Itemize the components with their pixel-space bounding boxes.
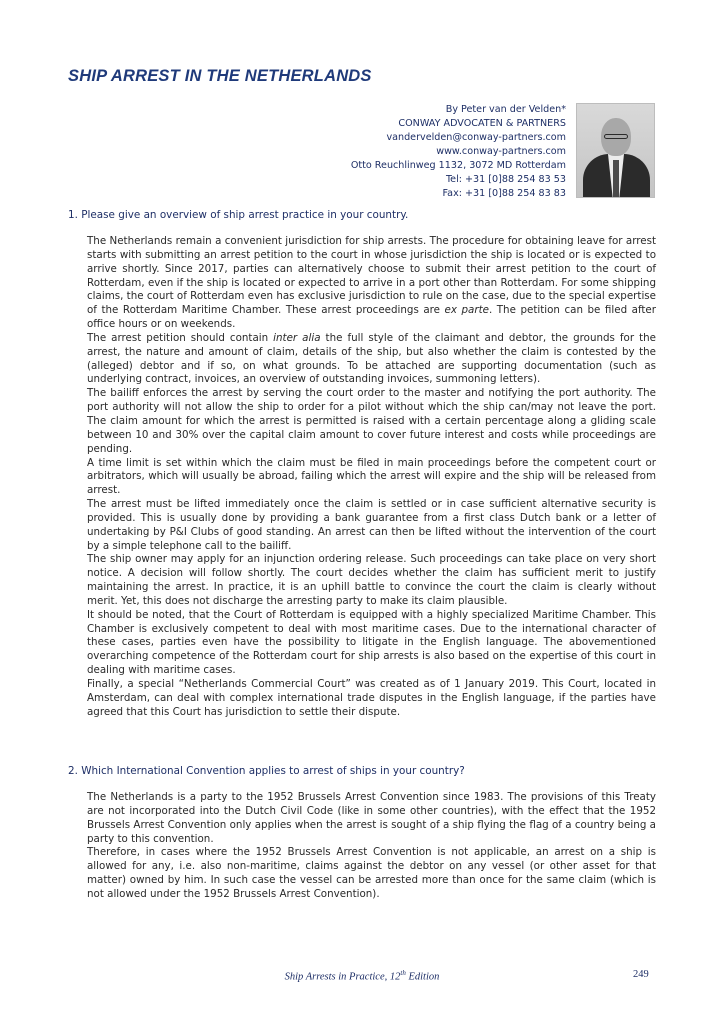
answer-2	[87, 791, 656, 902]
document-title: SHIP ARREST IN THE NETHERLANDS	[68, 67, 372, 85]
answer-1-paragraph-6: The ship owner may apply for an injunction ordering release. Such proceedings can take place on very short notice. A decision will follow shortly. The court decides whether the claim has sufficient merit to justify maintaining the arrest. In practice, it is an uphill battle to convince the court the claim is clearly without merit. Yet, this does not discharge the arresting party to make its claim plausible.	[87, 553, 656, 607]
author-tel: Tel: +31 [0]88 254 83 53	[445, 174, 566, 185]
question-heading-1: 1. Please give an overview of ship arrest practice in your country.	[68, 209, 409, 221]
author-email[interactable]: vandervelden@conway-partners.com	[386, 132, 566, 143]
answer-1-paragraph-3: The bailiff enforces the arrest by serving the court order to the master and notifying the port authority. The port authority will not allow the ship to order for a pilot without which the ship can/may not leave the port. The claim amount for which the arrest is permitted is raised with a certain percentage along a gliding scale between 10 and 30% over the capital claim amount to cover future interest and costs while proceedings are pending.	[87, 387, 656, 455]
answer-1-paragraph-1: The Netherlands remain a convenient jurisdiction for ship arrests. The procedure for obtaining leave for arrest starts with submitting an arrest petition to the court in whose jurisdiction the ship is located or is expected to arrive shortly. Since 2017, parties can alternatively choose to submit their arrest petition to the court of Rotterdam, even if the ship is located or expected to arrive in a port other than Rotterdam. For some shipping claims, the court of Rotterdam even has exclusive jurisdiction to rule on the case, due to the special expertise of the Rotterdam Maritime Chamber. These arrest proceedings are ex parte. The petition can be filed after office hours or on weekends.	[87, 235, 656, 331]
author-fax: Fax: +31 [0]88 254 83 83	[442, 188, 566, 199]
author-address: Otto Reuchlinweg 1132, 3072 MD Rotterdam	[350, 160, 566, 171]
answer-1-paragraph-4: A time limit is set within which the claim must be filed in main proceedings before the competent court or arbitrators, which will usually be abroad, failing which the arrest will expire and the ship will be released from arrest.	[87, 456, 656, 497]
answer-1-paragraph-8: Finally, a special “Netherlands Commercial Court” was created as of 1 January 2019. This Court, located in Amsterdam, can deal with complex international trade disputes in the English language, if the parties have agreed that this Court has jurisdiction to settle their dispute.	[87, 678, 656, 718]
question-heading-2: 2. Which International Convention applies to arrest of ships in your country?	[68, 765, 465, 777]
answer-2-paragraph-1: The Netherlands is a party to the 1952 Brussels Arrest Convention since 1983. The provisions of this Treaty are not incorporated into the Dutch Civil Code (like in some other countries), with the effect that the 1952 Brussels Arrest Convention only applies when the arrest is sought of a ship flying the flag of a country being a party to this convention.	[87, 791, 656, 845]
page-number: 249	[633, 969, 649, 980]
answer-1-paragraph-2: The arrest petition should contain inter alia the full style of the claimant and debtor, the grounds for the arrest, the nature and amount of claim, details of the ship, but also whether the claim is contested by the (alleged) debtor and if so, on what grounds. To be attached are supporting documentation (such as underlying contract, invoices, an overview of outstanding invoices, summoning letters).	[87, 331, 656, 386]
footer-publication-title: Ship Arrests in Practice, 12th Edition	[284, 969, 440, 983]
answer-1-paragraph-7: It should be noted, that the Court of Rotterdam is equipped with a highly specialized Maritime Chamber. This Chamber is exclusively competent to deal with most maritime cases. Due to the international character of these cases, parties even have the possibility to litigate in the English language. The abovementioned overarching competence of the Rotterdam court for ship arrests is also based on the expertise of this court in dealing with maritime cases.	[87, 608, 656, 677]
answer-2-paragraph-2: Therefore, in cases where the 1952 Brussels Arrest Convention is not applicable, an arrest on a ship is allowed for any, i.e. also non-maritime, claims against the debtor on any vessel (or other asset for that matter) owned by him. In such case the vessel can be arrested more than once for the same claim (which is not allowed under the 1952 Brussels Arrest Convention).	[87, 846, 656, 900]
photo-glasses	[604, 134, 628, 139]
author-byline: By Peter van der Velden*	[445, 104, 566, 115]
author-photo	[576, 103, 655, 198]
author-firm: CONWAY ADVOCATEN & PARTNERS	[398, 118, 566, 129]
author-contact-block	[236, 103, 566, 201]
answer-1	[87, 235, 656, 720]
author-website[interactable]: www.conway-partners.com	[436, 146, 566, 157]
answer-1-paragraph-5: The arrest must be lifted immediately once the claim is settled or in case sufficient alternative security is provided. This is usually done by providing a bank guarantee from a first class Dutch bank or a letter of undertaking by P&I Clubs of good standing. An arrest can then be lifted without the intervention of the court by a simple telephone call to the bailiff.	[87, 498, 656, 552]
photo-tie	[613, 160, 619, 198]
